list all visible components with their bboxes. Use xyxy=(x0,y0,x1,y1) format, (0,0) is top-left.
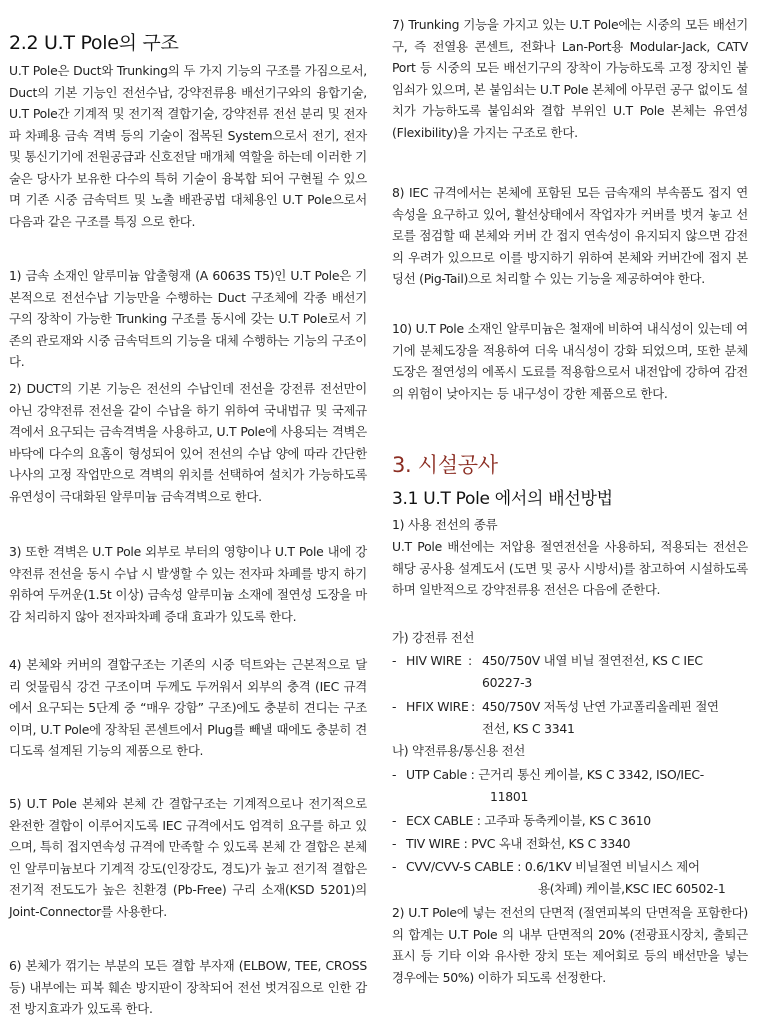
spec-dash: - xyxy=(392,653,397,668)
structure-item-6: 6) 본체가 꺾기는 부분의 모든 결합 부자재 (ELBOW, TEE, CROSS 등) 내부에는 피복 훼손 방지판이 장착되어 전선 벗겨짐으로 인한 감전 방지효과가 있도록 한다. xyxy=(9,958,367,1016)
group-power-wires: 가) 강전류 전선 xyxy=(392,630,475,645)
spec-hfix-wire xyxy=(392,696,748,740)
subsection-wire-types: 1) 사용 전선의 종류 xyxy=(392,517,498,532)
spec-utp-cable xyxy=(392,764,748,808)
spec-ecx-cable xyxy=(392,810,748,832)
structure-item-3: 3) 또한 격벽은 U.T Pole 외부로 부터의 영향이나 U.T Pole 내에 강약전류 전선을 동시 수납 시 발생할 수 있는 전자파 차폐를 방지 하기위하여 두꺼운(1.5t 이상) 금속성 알루미늄 소재에 절연성 도장을 마감 처리하지 않아 전자파차폐 증대 효과가 있도록 한다. xyxy=(9,544,367,624)
group-signal-wires: 나) 약전류용/통신용 전선 xyxy=(392,743,526,758)
structure-item-5: 5) U.T Pole 본체와 본체 간 결합구조는 기계적으로나 전기적으로 완전한 결합이 이루어지도록 IEC 규격에서도 엄격히 요구를 하고 있으며, 특히 접지연속성 규격에 만족할 수 있도록 본체 간 결합은 본체인 알루미늄보다 기계적 강도(인장강도, 경도)가 높고 전기적 결합은 전기적 전도도가 높은 친환경 (Pb-Free) 구리 소재(KSD 5201)의 Joint-Connector를 사용한다. xyxy=(9,796,367,919)
section-heading-3-1: 3.1 U.T Pole 에서의 배선방법 xyxy=(392,489,613,509)
spec-desc-line1: UTP Cable : 근거리 통신 케이블, KS C 3342, ISO/IEC- xyxy=(406,767,705,782)
spec-desc-line2: 전선, KS C 3341 xyxy=(482,721,575,736)
wire-area-paragraph: 2) U.T Pole에 넣는 전선의 단면적 (절연피복의 단면적을 포함한다) 의 합계는 U.T Pole 의 내부 단면적의 20% (전광표시장치, 출퇴근 표시 등 기타 이와 유사한 장치 또는 제어회로 등의 배선만을 넣는 경우에는 50%) 이하가 되도록 선정한다. xyxy=(392,905,748,985)
spec-dash: - xyxy=(392,813,397,828)
spec-separator: : xyxy=(471,699,475,714)
wire-types-paragraph: U.T Pole 배선에는 저압용 절연전선을 사용하되, 적용되는 전선은 해당 공사용 설계도서 (도면 및 공사 시방서)를 참고하여 시설하도록 하며 일반적으로 강약전류용 전선은 다음에 준한다. xyxy=(392,539,748,597)
spec-dash: - xyxy=(392,836,397,851)
spec-desc-line2: 60227-3 xyxy=(482,675,533,690)
structure-item-7: 7) Trunking 기능을 가지고 있는 U.T Pole에는 시중의 모든 배선기구, 즉 전열용 콘센트, 전화나 Lan-Port용 Modular-Jack, CATV Port 등 시중의 모든 배선기구의 장착이 가능하도록 고정 장치인 붙임쇠가 있으며, 본 붙임쇠는 U.T Pole 본체에 아무런 공구 없이도 설치가 가능하도록 붙임쇠와 결합 부위인 U.T Pole 본체는 유연성(Flexibility)을 가지는 구조로 한다. xyxy=(392,17,748,140)
spec-dash: - xyxy=(392,767,397,782)
spec-name: HFIX WIRE xyxy=(406,699,469,714)
structure-item-4: 4) 본체와 커버의 결합구조는 기존의 시중 덕트와는 근본적으로 달리 엇물림식 강건 구조이며 두께도 두꺼워서 외부의 충격 (IEC 규격에서 요구되는 5단계 중 “매우 강함” 구조)에도 충분히 견디는 구조이며, U.T Pole에 장착된 콘센트에서 Plug를 빼낼 때에도 충분히 견디도록 설계된 기능의 제품으로 한다. xyxy=(9,657,367,758)
structure-item-1: 1) 금속 소재인 알루미늄 압출형재 (A 6063S T5)인 U.T Pole은 기본적으로 전선수납 기능만을 수행하는 Duct 구조체에 각종 배선기구의 장착이 가능한 Trunking 구조를 동시에 갖는 U.T Pole로서 기존의 관로재와 시중 금속덕트의 기능을 대체 수행하는 기능의 구조이다. xyxy=(9,268,367,369)
chapter-heading-3: 3. 시설공사 xyxy=(392,453,498,477)
spec-desc-line1: 450/750V 저독성 난연 가교폴리올레핀 절연 xyxy=(482,699,719,714)
spec-desc-line1: 450/750V 내열 비닐 절연전선, KS C IEC xyxy=(482,653,703,668)
spec-tiv-wire xyxy=(392,833,748,855)
spec-desc-line1: ECX CABLE : 고주파 동축케이블, KS C 3610 xyxy=(406,813,651,828)
section-heading-2-2: 2.2 U.T Pole의 구조 xyxy=(9,32,179,54)
spec-hiv-wire xyxy=(392,650,748,694)
spec-desc-line2: 11801 xyxy=(490,789,529,804)
spec-desc-line1: TIV WIRE : PVC 옥내 전화선, KS C 3340 xyxy=(406,836,631,851)
spec-cvv-cable xyxy=(392,856,748,900)
structure-item-10: 10) U.T Pole 소재인 알루미늄은 철재에 비하여 내식성이 있는데 여기에 분체도장을 적용하여 더욱 내식성이 강화 되었으며, 또한 분체도장은 절연성의 에폭시 도료를 적용함으로서 내전압에 강하여 감전의 위험이 낮아지는 등 내구성이 강한 제품으로 한다. xyxy=(392,321,748,401)
spec-name: HIV WIRE xyxy=(406,653,462,668)
spec-separator: : xyxy=(468,653,472,668)
structure-item-2: 2) DUCT의 기본 기능은 전선의 수납인데 전선을 강전류 전선만이 아닌 강약전류 전선을 같이 수납을 하기 위하여 국내법규 및 국제규격에서 요구되는 금속격벽을 사용하고, U.T Pole에 사용되는 격벽은 바닥에 다수의 요홈이 형성되어 있어 전선의 수납 양에 따라 간단한 나사의 고정 작업만으로 격벽의 위치를 선택하여 설치가 가능하도록 유연성이 극대화된 알루미늄 금속격벽으로 한다. xyxy=(9,381,367,504)
intro-paragraph: U.T Pole은 Duct와 Trunking의 두 가지 기능의 구조를 가짐으로서, Duct의 기본 기능인 전선수납, 강약전류용 배선기구와의 융합기술, U.T Pole간 기계적 및 전기적 결합기술, 강약전류 전선 분리 및 전자파 차폐용 금속 격벽 등의 기술이 접목된 System으로서 전기, 전자 및 통신기기에 전원공급과 신호전달 매개체 역할을 하는데 이러한 기술은 당사가 보유한 다수의 특허 기술이 융복합 되어 구현될 수 있으며 기존 시중 금속덕트 및 노출 배관공법 대체용인 U.T Pole으로서 다음과 같은 구조를 특징 으로 한다. xyxy=(9,63,367,229)
spec-desc-line1: CVV/CVV-S CABLE : 0.6/1KV 비닐절연 비닐시스 제어 xyxy=(406,859,700,874)
spec-dash: - xyxy=(392,859,397,874)
structure-item-8: 8) IEC 규격에서는 본체에 포함된 모든 금속재의 부속품도 접지 연속성을 요구하고 있어, 활선상태에서 작업자가 커버를 벗겨 놓고 선로를 점검할 때 본체와 커버 간 접지 연속성이 유지되지 않으면 감전의 우려가 있으므로 이를 방지하기 위하여 본체와 커버간에 접지 본딩선 (Pig-Tail)으로 처리할 수 있는 기능을 제공하여야 한다. xyxy=(392,185,748,286)
spec-dash: - xyxy=(392,699,397,714)
spec-desc-line2: 용(차폐) 케이블,KSC IEC 60502-1 xyxy=(538,881,726,896)
